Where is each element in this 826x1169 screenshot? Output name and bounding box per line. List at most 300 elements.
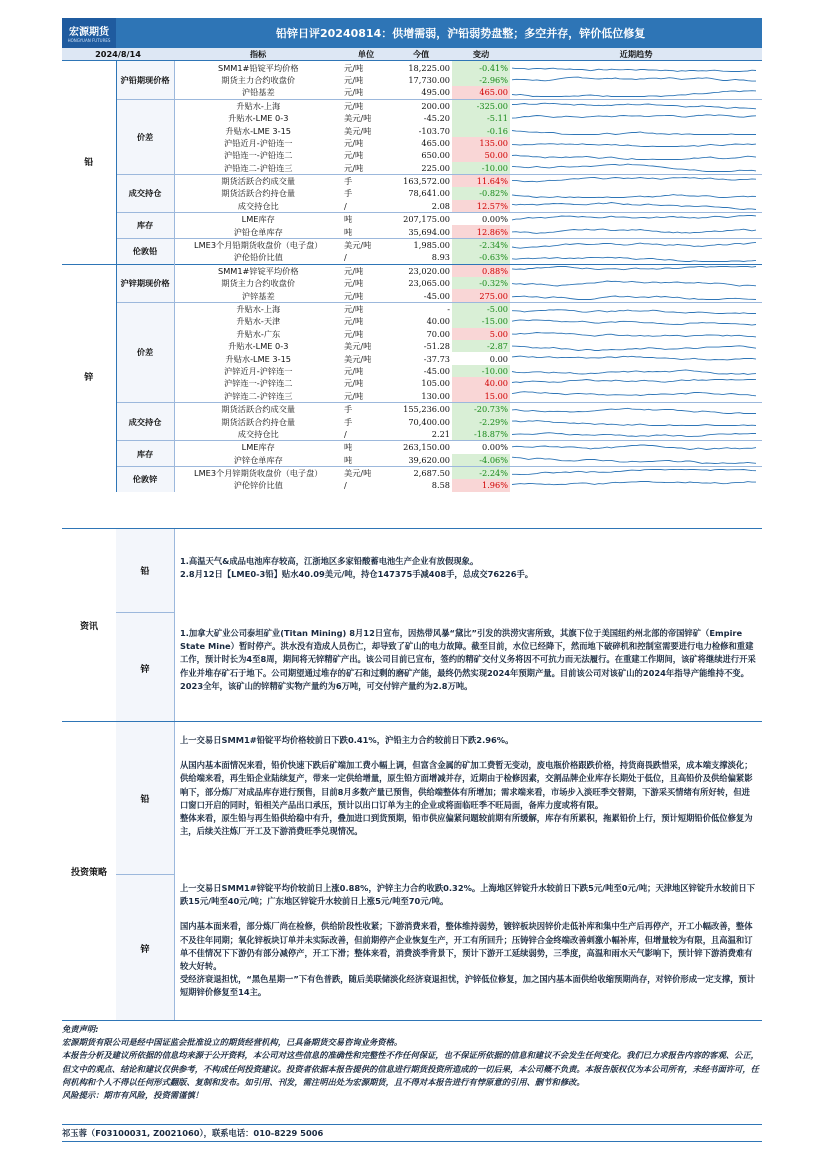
indicator-value: 495.00 xyxy=(421,87,451,98)
table-header-row xyxy=(62,48,762,61)
trend-sparkline xyxy=(510,353,758,364)
trend-cell xyxy=(510,187,762,199)
trend-line xyxy=(512,203,756,210)
trend-cell xyxy=(510,200,762,213)
trend-sparkline xyxy=(510,214,758,225)
trend-sparkline xyxy=(510,428,758,439)
trend-line xyxy=(512,433,756,437)
indicator-unit: 元/吨 xyxy=(342,302,390,315)
trend-cell xyxy=(510,415,762,427)
indicator-unit: 美元/吨 xyxy=(344,113,372,124)
trend-line xyxy=(512,91,756,97)
indicator-name: 期货活跃合约持仓量 xyxy=(221,416,296,427)
indicator-value: 650.00 xyxy=(421,150,451,161)
indicator-value: 23,020.00 xyxy=(390,264,452,277)
trend-sparkline xyxy=(510,404,758,415)
trend-sparkline xyxy=(510,390,758,401)
trend-cell xyxy=(510,74,762,86)
indicator-unit: 美元/吨 xyxy=(344,353,372,364)
indicator-value: 70.00 xyxy=(426,328,451,339)
strategy-lead-para: 上一交易日SMM1#铅锭平均价格较前日下跌0.41%，沪铅主力合约较前日下跌2.96%。 xyxy=(180,735,514,745)
indicator-value: 163,572.00 xyxy=(390,174,452,187)
indicator-name: 升贴水-上海 xyxy=(174,302,342,315)
indicator-value: 8.93 xyxy=(431,252,451,263)
indicator-name: 沪铅基差 xyxy=(241,87,275,98)
indicator-unit: 元/吨 xyxy=(344,390,364,401)
indicator-name: 沪锌仓单库存 xyxy=(233,454,283,465)
trend-sparkline xyxy=(510,150,758,161)
indicator-change: 1.96% xyxy=(452,479,510,491)
indicator-value: 200.00 xyxy=(390,99,452,112)
indicator-value: 18,225.00 xyxy=(408,62,451,73)
indicator-name: 沪伦铅价比值 xyxy=(233,252,283,263)
trend-line xyxy=(512,333,756,337)
indicator-change: 12.86% xyxy=(452,225,510,238)
group-label: 库存 xyxy=(116,213,174,239)
section-label: 铅 xyxy=(62,61,116,264)
indicator-change: 0.00 xyxy=(452,352,510,364)
indicator-name: 沪伦锌价比值 xyxy=(233,480,283,491)
trend-sparkline xyxy=(510,365,758,376)
group-label: 沪锌期现价格 xyxy=(116,264,174,302)
trend-sparkline xyxy=(510,200,758,211)
indicator-value: 1,985.00 xyxy=(390,238,452,251)
trend-sparkline xyxy=(510,328,758,339)
strategy-zinc-para: 受经济衰退担忧，“黑色星期一”下有色普跌，随后美联储淡化经济衰退担忧，沪锌低位修复，加之国内基本面供给收缩预期尚存，对锌价形成一定支撑，预计短期锌价修复至14主。 xyxy=(180,974,756,998)
indicator-unit: 元/吨 xyxy=(344,365,364,376)
indicator-unit: 吨 xyxy=(344,454,353,465)
trend-sparkline xyxy=(510,416,758,427)
indicator-unit: / xyxy=(344,480,347,491)
indicator-value: 78,641.00 xyxy=(408,188,451,199)
trend-cell xyxy=(510,264,762,277)
trend-line xyxy=(512,257,756,261)
indicator-name: 沪铅连二-沪铅连三 xyxy=(224,162,293,173)
trend-line xyxy=(512,469,756,474)
trend-line xyxy=(512,408,756,413)
indicator-change: -10.00 xyxy=(452,365,510,377)
trend-cell xyxy=(510,466,762,479)
trend-sparkline xyxy=(510,480,758,491)
indicator-change: -0.82% xyxy=(452,187,510,199)
indicator-change: -10.00 xyxy=(452,162,510,175)
indicator-name: 沪铅连一-沪铅连二 xyxy=(224,150,293,161)
trend-cell xyxy=(510,428,762,441)
indicator-value: 465.00 xyxy=(421,137,451,148)
news-zinc-line: 1.加拿大矿业公司泰坦矿业(Titan Mining) 8月12日宣布，因热带风暴“黛比”引发的洪涝灾害所致，其旗下位于美国纽约州北部的帝国锌矿（Empire State Mine）暂时停产。洪水没有造成人员伤亡，却导致了矿山的电力故障。截至目前，水位已经降下，然而地下破碎机和控制室需要进行电力检修和重建工作，预计时长为4至8周，期间将无锌精矿产出。该公司目前已宣布，签约的精矿交付义务将因不可抗力而无法履行。在重建工作期间，该矿将继续进行开采作业并堆存矿石于地下。公司期望通过堆存的矿石和过剩的磨矿产能，最终仍然实现2024年预期产量。目前该公司对该矿山的2024年指导产能维持不变。2023全年，该矿山的锌精矿实物产量约为6万吨，可交付锌产量约为2.8万吨。 xyxy=(180,628,756,691)
col-change-header: 变动 xyxy=(452,48,510,61)
group-label: 伦敦铅 xyxy=(116,238,174,264)
indicator-change: 275.00 xyxy=(452,289,510,302)
table-row xyxy=(62,466,762,479)
indicator-name: 升贴水-上海 xyxy=(174,99,342,112)
logo-subtext: HONGYUAN FUTURES xyxy=(67,38,111,43)
trend-sparkline xyxy=(510,188,758,199)
news-lead-line: 2.8月12日【LME0-3铅】贴水40.09美元/吨，持仓147375手减408手，总成交76226手。 xyxy=(180,569,534,580)
trend-line xyxy=(512,356,756,360)
trend-line xyxy=(512,481,756,484)
trend-line xyxy=(512,379,756,382)
trend-cell xyxy=(510,225,762,238)
trend-line xyxy=(512,370,756,375)
indicator-unit: 元/吨 xyxy=(344,62,364,73)
analyst-contact: 祁玉蓉（F03100031, Z0021060），联系电话：010-8229 5006 xyxy=(62,1124,762,1142)
trend-cell xyxy=(510,238,762,251)
col-value-header: 今值 xyxy=(390,48,452,61)
indicator-name: LME库存 xyxy=(174,441,342,454)
trend-sparkline xyxy=(510,278,758,289)
indicator-change: 12.57% xyxy=(452,200,510,213)
report-header xyxy=(62,18,762,48)
strategy-lead-para: 从国内基本面情况来看，铅价快速下跌后矿端加工费小幅上调，但富含金属的矿加工费暂无变动，废电瓶价格跟跌价格，持货商畏跌惜采，成本端支撑淡化；供给端来看，再生铅企业陆续复产，带来一定供给增量，原生铅方面增减并存，近期由于检修因素，交割品牌企业库存长期处于低位，且高铅价及供给偏紧影响下，部分炼厂对成品库存进行预售，目前8月多数产量已预售，供给端整体有所增加；需求端来看，市场步入淡旺季交替期，下游采买情绪有所好转，但进口窗口开启的同时，铅相关产品出口承压，预计以出口订单为主的企业或将面临旺季不旺局面，备库力度或将有限。 xyxy=(180,760,753,810)
trend-sparkline xyxy=(510,226,758,237)
indicator-change: -325.00 xyxy=(452,99,510,112)
strategy-zinc-label: 锌 xyxy=(116,874,175,1021)
trend-line xyxy=(512,103,756,109)
indicator-unit: 美元/吨 xyxy=(344,341,372,352)
indicator-value: -37.73 xyxy=(423,353,451,364)
trend-cell xyxy=(510,390,762,403)
indicator-change: -0.63% xyxy=(452,251,510,264)
trend-sparkline xyxy=(510,252,758,263)
trend-cell xyxy=(510,137,762,149)
indicator-unit: 元/吨 xyxy=(344,378,364,389)
table-row xyxy=(62,213,762,226)
table-row xyxy=(62,402,762,415)
trend-cell xyxy=(510,328,762,340)
indicator-unit: 手 xyxy=(342,174,390,187)
report-page xyxy=(62,18,762,492)
indicator-unit: 手 xyxy=(344,188,353,199)
trend-cell xyxy=(510,352,762,364)
strategy-zinc-para: 国内基本面来看，部分炼厂尚在检修，供给阶段性收紧；下游消费来看，整体维持弱势，镀锌板块因锌价走低补库和集中生产后再停产，开工小幅改善，整体不及往年同期；氧化锌板块订单并未实际改善，但前期停产企业恢复生产，开工有所回升；压铸锌合金终端改善刺激小幅补库，但增量较为有限，且高温和订单不佳情况下下游仍有部分减停产，开工下滑；整体来看，消费淡季背景下，预计下游开工延续弱势，三季度，高温和雨水天气影响下，预计锌下游消费难有较大好转。 xyxy=(180,921,753,972)
news-zinc-label: 锌 xyxy=(116,612,175,723)
indicator-unit: 元/吨 xyxy=(344,162,364,173)
indicator-value: -45.00 xyxy=(423,290,451,301)
group-label: 成交持仓 xyxy=(116,402,174,440)
indicator-value: - xyxy=(390,302,452,315)
trend-line xyxy=(512,155,756,159)
indicator-name: 期货主力合约收盘价 xyxy=(221,278,296,289)
trend-line xyxy=(512,195,756,198)
trend-sparkline xyxy=(510,176,758,187)
trend-line xyxy=(512,164,756,171)
indicator-unit: 元/吨 xyxy=(342,264,390,277)
strategy-zinc-para: 上一交易日SMM1#锌锭平均价较前日上涨0.88%，沪锌主力合约收跌0.32%。上海地区锌锭升水较前日下跌5元/吨至0元/吨；天津地区锌锭升水较前日下跌15元/吨至40元/吨；广东地区锌锭升水较前日上涨5元/吨至70元/吨。 xyxy=(180,883,756,907)
trend-cell xyxy=(510,365,762,377)
trend-cell xyxy=(510,61,762,74)
trend-line xyxy=(512,392,756,396)
col-indicator-header: 指标 xyxy=(174,48,342,61)
trend-cell xyxy=(510,402,762,415)
indicator-name: 沪锌连二-沪锌连三 xyxy=(224,390,293,401)
indicator-value: 39,620.00 xyxy=(408,454,451,465)
indicator-change: 0.00% xyxy=(452,441,510,454)
indicator-change: -2.34% xyxy=(452,238,510,251)
trend-line xyxy=(512,421,756,426)
group-label: 价差 xyxy=(116,302,174,402)
indicator-unit: 吨 xyxy=(342,213,390,226)
indicator-value: -45.20 xyxy=(423,113,451,124)
trend-cell xyxy=(510,213,762,226)
indicator-change: -4.06% xyxy=(452,454,510,467)
indicator-change: -2.87 xyxy=(452,340,510,352)
trend-cell xyxy=(510,302,762,315)
indicator-name: LME3个月锌期货收盘价（电子盘） xyxy=(174,466,342,479)
indicator-change: 0.00% xyxy=(452,213,510,226)
trend-cell xyxy=(510,251,762,264)
indicator-name: 沪铅近月-沪铅连一 xyxy=(224,137,293,148)
trend-line xyxy=(512,68,756,71)
trend-cell xyxy=(510,479,762,491)
indicator-change: -5.00 xyxy=(452,302,510,315)
indicator-value: 70,400.00 xyxy=(408,416,451,427)
trend-sparkline xyxy=(510,100,758,111)
indicator-change: 465.00 xyxy=(452,86,510,99)
trend-cell xyxy=(510,149,762,161)
indicator-unit: 元/吨 xyxy=(344,74,364,85)
news-lead-line: 1.高温天气&成品电池库存较高，江浙地区多家铅酸蓄电池生产企业有放假现象。 xyxy=(180,556,479,566)
indicator-name: 升贴水-LME 0-3 xyxy=(228,113,289,124)
disclaimer-line: 宏源期货有限公司是经中国证监会批准设立的期货经营机构，已具备期货交易咨询业务资格。 xyxy=(62,1037,403,1048)
trend-sparkline xyxy=(510,137,758,148)
trend-line xyxy=(512,309,756,313)
strategy-lead-label: 铅 xyxy=(116,722,175,874)
trend-sparkline xyxy=(510,162,758,173)
news-lead-label: 铅 xyxy=(116,529,175,612)
trend-cell xyxy=(510,86,762,99)
trend-sparkline xyxy=(510,341,758,352)
indicator-value: 130.00 xyxy=(421,390,451,401)
trend-cell xyxy=(510,454,762,467)
indicator-change: 11.64% xyxy=(452,174,510,187)
indicator-unit: 元/吨 xyxy=(344,290,364,301)
logo-text: 宏源期货 xyxy=(69,27,109,38)
indicator-change: -0.32% xyxy=(452,277,510,289)
indicator-value: 40.00 xyxy=(426,316,451,327)
indicator-unit: / xyxy=(344,200,347,211)
report-date: 2024/8/14 xyxy=(62,48,174,61)
trend-sparkline xyxy=(510,454,758,465)
indicator-name: SMM1#锌锭平均价格 xyxy=(174,264,342,277)
indicator-change: 40.00 xyxy=(452,377,510,389)
section-label: 锌 xyxy=(62,264,116,492)
indicator-change: -5.11 xyxy=(452,112,510,124)
strategy-zinc-text xyxy=(180,882,756,1000)
trend-line xyxy=(512,114,756,117)
trend-sparkline xyxy=(510,62,758,73)
trend-line xyxy=(512,445,756,450)
indicator-name: 成交持仓比 xyxy=(237,428,279,439)
indicator-value: -103.70 xyxy=(418,125,451,136)
group-label: 沪铅期现价格 xyxy=(116,61,174,99)
trend-cell xyxy=(510,174,762,187)
indicator-unit: 吨 xyxy=(344,226,353,237)
indicator-name: 期货主力合约收盘价 xyxy=(221,74,296,85)
indicator-name: 升贴水-广东 xyxy=(236,328,281,339)
trend-sparkline xyxy=(510,378,758,389)
indicator-name: SMM1#铅锭平均价格 xyxy=(218,62,299,73)
trend-cell xyxy=(510,124,762,136)
trend-line xyxy=(512,345,756,350)
indicator-unit: / xyxy=(344,428,347,439)
trend-line xyxy=(512,242,756,248)
indicator-unit: 元/吨 xyxy=(344,328,364,339)
indicator-change: 15.00 xyxy=(452,390,510,403)
indicator-value: 23,065.00 xyxy=(408,278,451,289)
trend-cell xyxy=(510,99,762,112)
table-row xyxy=(62,61,762,74)
disclaimer-line: 本报告分析及建议所依据的信息均来源于公开资料，本公司对这些信息的准确性和完整性不作任何保证，也不保证所依据的信息和建议不会发生任何变化。我们已力求报告内容的客观、公正，但文中的观点、结论和建议仅供参考，不构成任何投资建议。投资者依据本报告提供的信息进行期货投资所造成的一切后果，本公司概不负责。本报告版权仅为本公司所有，未经书面许可，任何机构和个人不得以任何形式翻版、复制和发布。如引用、刊发，需注明出处为宏源期货，且不得对本报告进行有悖原意的引用、删节和修改。 xyxy=(62,1050,759,1087)
trend-sparkline xyxy=(510,74,758,85)
table-row xyxy=(62,238,762,251)
table-row xyxy=(62,264,762,277)
indicator-change: 5.00 xyxy=(452,328,510,340)
company-logo xyxy=(62,18,116,48)
indicator-unit: 元/吨 xyxy=(344,316,364,327)
indicator-value: -51.28 xyxy=(423,341,451,352)
strategy-lead-text xyxy=(180,734,756,838)
indicator-change: -2.29% xyxy=(452,415,510,427)
indicator-table xyxy=(62,48,762,492)
trend-line xyxy=(512,281,756,286)
indicator-change: -0.16 xyxy=(452,124,510,136)
trend-line xyxy=(512,215,756,219)
indicator-change: -0.41% xyxy=(452,61,510,74)
indicator-change: -2.96% xyxy=(452,74,510,86)
trend-sparkline xyxy=(510,290,758,301)
indicator-unit: 手 xyxy=(342,402,390,415)
trend-cell xyxy=(510,277,762,289)
trend-sparkline xyxy=(510,316,758,327)
indicator-change: -2.24% xyxy=(452,466,510,479)
trend-line xyxy=(512,267,756,270)
news-section xyxy=(62,528,762,722)
trend-line xyxy=(512,131,756,135)
table-row xyxy=(62,99,762,112)
indicator-name: 成交持仓比 xyxy=(237,200,279,211)
group-label: 库存 xyxy=(116,441,174,467)
indicator-value: 263,150.00 xyxy=(390,441,452,454)
indicator-unit: 美元/吨 xyxy=(342,466,390,479)
indicator-change: -20.73% xyxy=(452,402,510,415)
indicator-name: 期货活跃合约成交量 xyxy=(174,402,342,415)
indicator-change: -15.00 xyxy=(452,315,510,327)
strategy-section xyxy=(62,721,762,1020)
indicator-change: -18.87% xyxy=(452,428,510,441)
trend-cell xyxy=(510,441,762,454)
trend-sparkline xyxy=(510,113,758,124)
indicator-name: 升贴水-天津 xyxy=(236,316,281,327)
indicator-unit: 元/吨 xyxy=(344,137,364,148)
news-label: 资讯 xyxy=(62,529,117,722)
trend-sparkline xyxy=(510,125,758,136)
trend-sparkline xyxy=(510,87,758,98)
indicator-name: 升贴水-LME 3-15 xyxy=(225,353,292,364)
disclaimer-title: 免责声明: xyxy=(62,1024,99,1034)
indicator-change: 0.88% xyxy=(452,264,510,277)
trend-sparkline xyxy=(510,265,758,276)
indicator-value: 2,687.50 xyxy=(390,466,452,479)
indicator-value: 155,236.00 xyxy=(390,402,452,415)
trend-line xyxy=(512,229,756,233)
col-trend-header: 近期趋势 xyxy=(510,48,762,61)
indicator-change: 50.00 xyxy=(452,149,510,161)
group-label: 价差 xyxy=(116,99,174,174)
report-title: 铅锌日评20240814：供增需弱，沪铅弱势盘整；多空并存，锌价低位修复 xyxy=(116,18,762,48)
indicator-unit: 元/吨 xyxy=(344,278,364,289)
group-label: 成交持仓 xyxy=(116,174,174,212)
trend-sparkline xyxy=(510,304,758,315)
trend-cell xyxy=(510,377,762,389)
indicator-name: 升贴水-LME 0-3 xyxy=(228,341,289,352)
strategy-lead-para: 整体来看，原生铅与再生铅供给稳中有升，叠加进口到货预期，铅市供应偏紧问题较前期有所缓解，库存有所累积，拖累铅价上行，预计短期铅价低位修复为主，后续关注炼厂开工及下游消费旺季兑现情况。 xyxy=(180,813,753,837)
indicator-unit: 美元/吨 xyxy=(342,238,390,251)
indicator-name: 沪锌基差 xyxy=(241,290,275,301)
trend-cell xyxy=(510,289,762,302)
indicator-value: 2.21 xyxy=(431,428,451,439)
indicator-name: LME3个月铅期货收盘价（电子盘） xyxy=(174,238,342,251)
indicator-name: LME库存 xyxy=(174,213,342,226)
trend-line xyxy=(512,296,756,300)
news-lead-text xyxy=(180,555,756,581)
table-row xyxy=(62,302,762,315)
group-label: 伦敦锌 xyxy=(116,466,174,491)
strategy-label: 投资策略 xyxy=(62,722,117,1020)
trend-line xyxy=(512,457,756,463)
trend-cell xyxy=(510,315,762,327)
indicator-unit: 元/吨 xyxy=(342,99,390,112)
trend-cell xyxy=(510,112,762,124)
disclaimer xyxy=(62,1020,762,1102)
indicator-unit: 元/吨 xyxy=(344,87,364,98)
indicator-change: 135.00 xyxy=(452,137,510,149)
indicator-name: 升贴水-LME 3-15 xyxy=(225,125,292,136)
indicator-unit: 美元/吨 xyxy=(344,125,372,136)
trend-cell xyxy=(510,340,762,352)
disclaimer-line: 风险提示：期市有风险，投资需谨慎！ xyxy=(62,1090,204,1101)
indicator-unit: 吨 xyxy=(342,441,390,454)
trend-line xyxy=(512,144,756,147)
indicator-unit: 元/吨 xyxy=(344,150,364,161)
table-row xyxy=(62,441,762,454)
indicator-value: -45.00 xyxy=(423,365,451,376)
indicator-value: 105.00 xyxy=(421,378,451,389)
indicator-value: 8.58 xyxy=(431,480,451,491)
trend-line xyxy=(512,78,756,82)
trend-sparkline xyxy=(510,442,758,453)
indicator-name: 沪锌连一-沪锌连二 xyxy=(224,378,293,389)
indicator-value: 35,694.00 xyxy=(408,226,451,237)
indicator-name: 期货活跃合约成交量 xyxy=(174,174,342,187)
trend-line xyxy=(512,177,756,181)
indicator-value: 17,730.00 xyxy=(408,74,451,85)
trend-sparkline xyxy=(510,240,758,251)
indicator-value: 2.08 xyxy=(431,200,451,211)
indicator-unit: / xyxy=(344,252,347,263)
indicator-name: 期货活跃合约持仓量 xyxy=(221,188,296,199)
news-zinc-text xyxy=(180,627,756,693)
trend-line xyxy=(512,320,756,325)
table-row xyxy=(62,174,762,187)
indicator-unit: 手 xyxy=(344,416,353,427)
trend-cell xyxy=(510,162,762,175)
indicator-name: 沪锌近月-沪锌连一 xyxy=(224,365,293,376)
indicator-value: 225.00 xyxy=(421,162,451,173)
indicator-name: 沪铅仓单库存 xyxy=(233,226,283,237)
col-unit-header: 单位 xyxy=(342,48,390,61)
trend-sparkline xyxy=(510,468,758,479)
